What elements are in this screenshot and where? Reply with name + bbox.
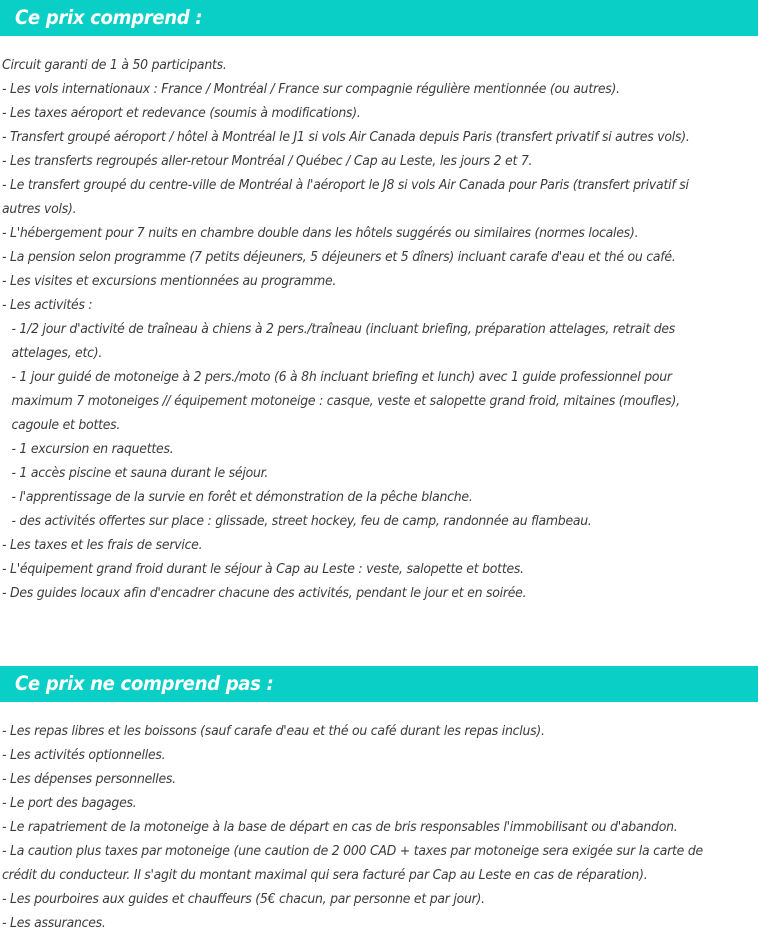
section-not-included <box>0 666 758 936</box>
list-item: - Les assurances. <box>2 916 106 931</box>
list-item: - Les activités optionnelles. <box>2 748 166 763</box>
list-item: - 1 excursion en raquettes. <box>11 442 174 457</box>
list-item: - L'hébergement pour 7 nuits en chambre double dans les hôtels suggérés ou similaires (normes locales). <box>2 226 639 241</box>
list-item: - des activités offertes sur place : glissade, street hockey, feu de camp, randonnée au flambeau. <box>11 514 592 529</box>
spacer <box>0 702 758 720</box>
list-item: - Les dépenses personnelles. <box>2 772 176 787</box>
section-body-included <box>0 54 758 606</box>
list-item: - L'équipement grand froid durant le séjour à Cap au Leste : veste, salopette et bottes. <box>2 562 524 577</box>
list-item: - Des guides locaux afin d'encadrer chacune des activités, pendant le jour et en soirée. <box>2 586 527 601</box>
list-item: - Transfert groupé aéroport / hôtel à Montréal le J1 si vols Air Canada depuis Paris (transfert privatif si autres vols). <box>2 130 690 145</box>
section-header-included <box>0 0 758 36</box>
list-item: - La caution plus taxes par motoneige (une caution de 2 000 CAD + taxes par motoneige sera exigée sur la carte de crédit du conducteur. Il s'agit du montant maximal qui sera facturé par Cap au Leste en cas de réparation). <box>2 844 703 883</box>
spacer <box>0 36 758 54</box>
section-title-not-included: Ce prix ne comprend pas : <box>15 672 274 696</box>
section-body-not-included <box>0 720 758 936</box>
list-item: - 1 accès piscine et sauna durant le séjour. <box>11 466 269 481</box>
list-item: - Les transferts regroupés aller-retour Montréal / Québec / Cap au Leste, les jours 2 et 7. <box>2 154 533 169</box>
list-item: - La pension selon programme (7 petits déjeuners, 5 déjeuners et 5 dîners) incluant carafe d'eau et thé ou café. <box>2 250 676 265</box>
list-item: - Les visites et excursions mentionnées au programme. <box>2 274 337 289</box>
section-header-not-included <box>0 666 758 702</box>
list-item: - Les activités : <box>2 298 93 313</box>
list-item: - 1/2 jour d'activité de traîneau à chiens à 2 pers./traîneau (incluant briefing, préparation attelages, retrait des attelages, etc). <box>11 322 676 361</box>
section-title-included: Ce prix comprend : <box>15 6 203 30</box>
list-item: - Les taxes aéroport et redevance (soumis à modifications). <box>2 106 361 121</box>
list-item: - l'apprentissage de la survie en forêt et démonstration de la pêche blanche. <box>11 490 473 505</box>
list-item: Circuit garanti de 1 à 50 participants. <box>2 58 227 73</box>
list-item: - Les pourboires aux guides et chauffeurs (5€ chacun, par personne et par jour). <box>2 892 485 907</box>
list-item: - Les vols internationaux : France / Montréal / France sur compagnie régulière mentionnée (ou autres). <box>2 82 620 97</box>
list-item: - 1 jour guidé de motoneige à 2 pers./moto (6 à 8h incluant briefing et lunch) avec 1 guide professionnel pour maximum 7 motoneiges // équipement motoneige : casque, veste et salopette grand froid, mitaines (moufles), cagoule et bottes. <box>11 370 680 433</box>
list-item: - Les taxes et les frais de service. <box>2 538 203 553</box>
list-item: - Les repas libres et les boissons (sauf carafe d'eau et thé ou café durant les repas inclus). <box>2 724 545 739</box>
section-gap <box>0 606 758 666</box>
list-item: - Le port des bagages. <box>2 796 137 811</box>
list-item: - Le rapatriement de la motoneige à la base de départ en cas de bris responsables l'immobilisant ou d'abandon. <box>2 820 678 835</box>
list-item: - Le transfert groupé du centre-ville de Montréal à l'aéroport le J8 si vols Air Canada pour Paris (transfert privatif si autres vols). <box>2 178 689 217</box>
